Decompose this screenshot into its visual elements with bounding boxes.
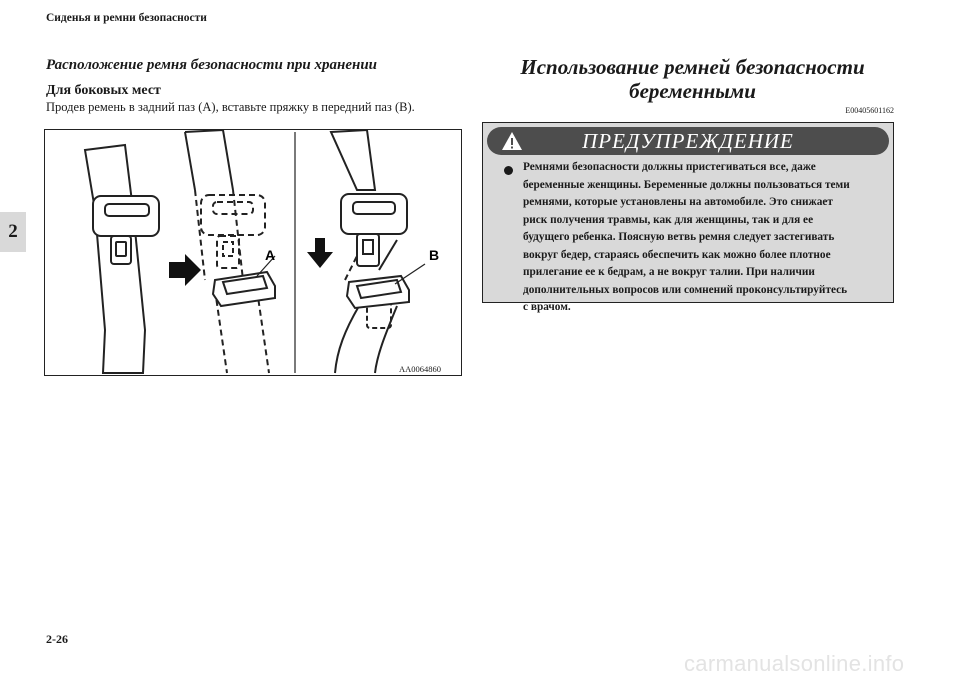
watermark: carmanualsonline.info [684,651,905,676]
chapter-tab: 2 [0,212,26,252]
subheading-side-seats: Для боковых мест [46,83,161,98]
heading-line-1: Использование ремней безопасности [520,55,865,79]
warning-line: прилегание ее к бедрам, а не вокруг талии. При наличии [523,266,815,278]
figure-code: AA0064860 [399,364,442,374]
panel-3-belt [331,130,407,266]
warning-box [482,122,894,313]
warning-line: вокруг бедер, стараясь обеспечить как можно более плотное [523,248,831,261]
section-code: E00405601162 [845,106,894,115]
label-b-leader [395,264,425,284]
heading-line-2: беременными [629,79,756,103]
warning-header [487,127,889,155]
label-b: B [429,247,440,263]
panel-2-belt [185,130,269,373]
arrow-right-icon [169,254,201,286]
label-a: A [265,247,276,263]
panel-1-belt [85,145,159,373]
warning-line: Ремнями безопасности должны пристегиваться все, даже [523,161,816,173]
warning-line: дополнительных вопросов или сомнений проконсультируйтесь [523,283,848,296]
section-heading-pregnant [490,55,895,103]
warning-text [523,159,883,317]
warning-line: риск получения травмы, как для женщины, так и для ее [523,213,814,226]
seatbelt-storage-figure [44,129,462,376]
seatbelt-illustration [45,130,461,375]
slot-a-buckle-guide [213,272,275,306]
warning-title: ПРЕДУПРЕЖДЕНИЕ [582,129,794,153]
warning-line: ремнями, которые установлены на автомобиле. Это снижает [523,196,833,208]
arrow-down-icon [307,238,333,268]
running-head: Сиденья и ремни безопасности [46,12,207,24]
warning-triangle-icon [501,131,523,151]
section-heading-storage: Расположение ремня безопасности при хранении [46,57,378,73]
instruction-text: Продев ремень в задний паз (A), вставьте пряжку в передний паз (B). [46,100,415,114]
warning-line: будущего ребенка. Поясную ветвь ремня следует застегивать [523,231,835,243]
warning-line: беременные женщины. Беременные должны пользоваться теми [523,178,850,191]
bullet-icon [504,166,513,175]
warning-line: с врачом. [523,301,571,313]
page-number: 2-26 [46,632,68,646]
